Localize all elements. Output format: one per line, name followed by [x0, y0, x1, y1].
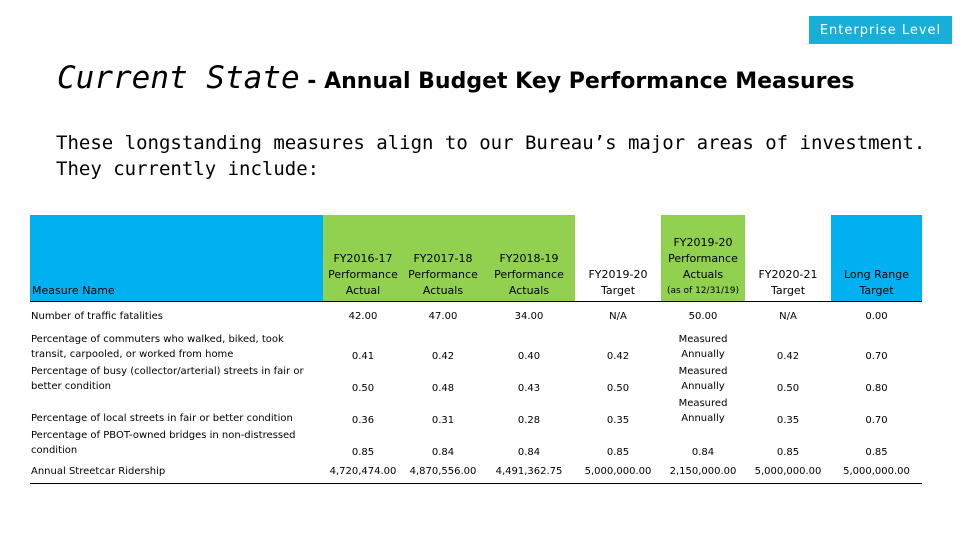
value-cell: 0.43	[517, 382, 541, 394]
page-title	[57, 60, 855, 96]
value-cell: 0.28	[517, 414, 541, 426]
value-cell: 2,150,000.00	[661, 461, 745, 484]
value-cell: 0.50	[351, 382, 375, 394]
value-cell: Measured Annually	[678, 365, 728, 392]
col-header-measure-name: Measure Name	[30, 215, 323, 301]
value-cell: 0.50	[606, 382, 630, 394]
col-header-fy2018-19-actuals: FY2018-19 Performance Actuals	[483, 215, 575, 301]
value-cell: N/A	[745, 301, 831, 332]
table-row	[30, 461, 922, 484]
value-cell: 0.42	[606, 350, 630, 362]
table-header-row	[30, 215, 922, 301]
value-cell: 0.85	[351, 446, 375, 458]
value-cell: 42.00	[323, 301, 403, 332]
value-cell: 0.50	[776, 382, 800, 394]
value-cell: 0.35	[776, 414, 800, 426]
value-cell: 4,720,474.00	[323, 461, 403, 484]
table-row	[30, 301, 922, 332]
intro-text: These longstanding measures align to our Bureau’s major areas of investment. They currently include:	[56, 132, 926, 180]
enterprise-level-badge: Enterprise Level	[809, 16, 952, 44]
page-title-rest: - Annual Budget Key Performance Measures	[299, 69, 855, 94]
page-title-italic: Current State	[57, 60, 300, 96]
col-header-fy2016-17-actual: FY2016-17 Performance Actual	[323, 215, 403, 301]
col-header-fy2019-20-actuals	[661, 215, 745, 301]
value-cell: 0.36	[351, 414, 375, 426]
value-cell: 0.85	[865, 446, 888, 458]
value-cell: 5,000,000.00	[575, 461, 661, 484]
value-cell: N/A	[575, 301, 661, 332]
col-header-fy2020-21-target: FY2020-21 Target	[745, 215, 831, 301]
value-cell: 0.35	[606, 414, 630, 426]
value-cell: 0.84	[691, 446, 715, 458]
value-cell: 0.70	[865, 414, 888, 426]
value-cell: 0.84	[431, 446, 455, 458]
value-cell: 0.42	[776, 350, 800, 362]
value-cell: 34.00	[483, 301, 575, 332]
table-row	[30, 396, 922, 428]
table-row	[30, 364, 922, 396]
measure-name-cell: Percentage of commuters who walked, biked, took transit, carpooled, or worked from home	[31, 333, 284, 360]
value-cell: 0.80	[865, 382, 888, 394]
value-cell: 0.00	[831, 301, 922, 332]
value-cell: 0.84	[517, 446, 541, 458]
measure-name-cell: Percentage of local streets in fair or better condition	[31, 412, 293, 424]
value-cell: 4,870,556.00	[403, 461, 483, 484]
col-header-fy2019-20-target: FY2019-20 Target	[575, 215, 661, 301]
kpm-table	[30, 215, 922, 484]
col-header-long-range-target: Long Range Target	[831, 215, 922, 301]
measure-name-cell: Annual Streetcar Ridership	[30, 461, 323, 484]
value-cell: 0.48	[431, 382, 455, 394]
value-cell: 5,000,000.00	[745, 461, 831, 484]
table-row	[30, 332, 922, 364]
value-cell: 4,491,362.75	[483, 461, 575, 484]
col-header-fy2019-20-actuals-note: (as of 12/31/19)	[666, 285, 740, 296]
value-cell: Measured Annually	[678, 397, 728, 424]
table-row	[30, 428, 922, 461]
value-cell: 0.85	[776, 446, 800, 458]
value-cell: 50.00	[661, 301, 745, 332]
col-header-fy2019-20-actuals-label: FY2019-20 Performance Actuals	[668, 235, 738, 281]
value-cell: 5,000,000.00	[831, 461, 922, 484]
value-cell: Measured Annually	[678, 333, 728, 360]
value-cell: 0.41	[351, 350, 375, 362]
value-cell: 47.00	[403, 301, 483, 332]
value-cell: 0.31	[431, 414, 455, 426]
measure-name-cell: Percentage of busy (collector/arterial) streets in fair or better condition	[31, 365, 304, 392]
measure-name-cell: Percentage of PBOT-owned bridges in non-distressed condition	[31, 429, 296, 456]
value-cell: 0.85	[606, 446, 630, 458]
value-cell: 0.42	[431, 350, 455, 362]
measure-name-cell: Number of traffic fatalities	[30, 301, 323, 332]
col-header-fy2017-18-actuals: FY2017-18 Performance Actuals	[403, 215, 483, 301]
value-cell: 0.40	[517, 350, 541, 362]
value-cell: 0.70	[865, 350, 888, 362]
